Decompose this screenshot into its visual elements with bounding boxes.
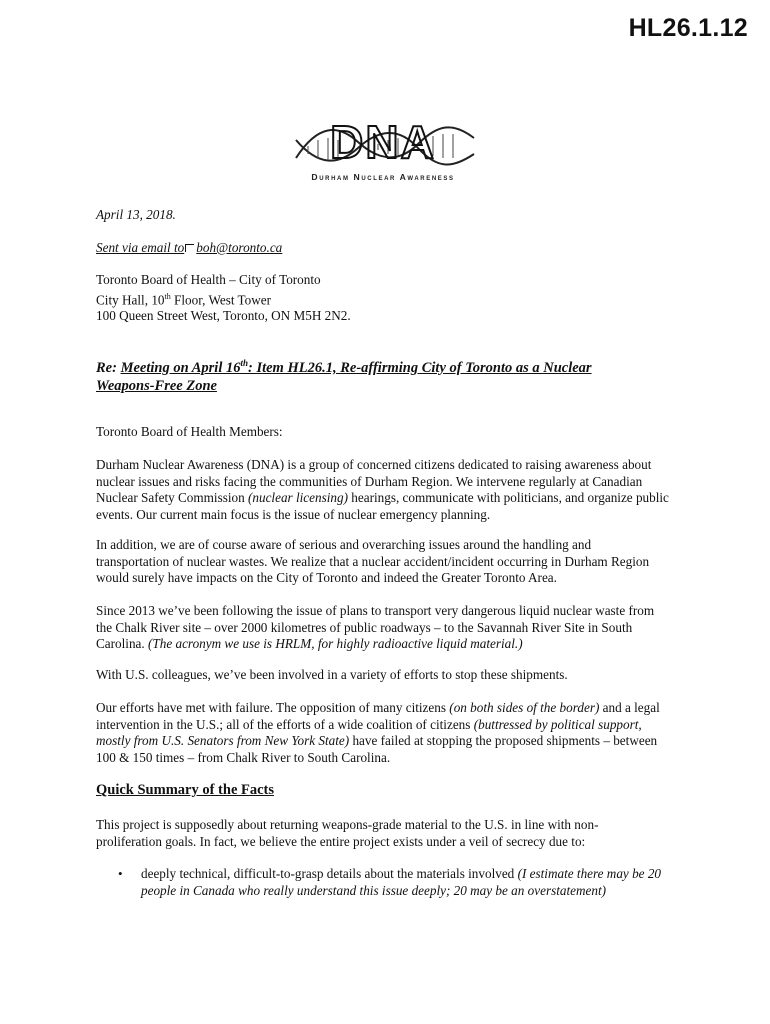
svg-text:DNA: DNA [330,116,436,168]
paragraph-4: With U.S. colleagues, we’ve been involved in a variety of efforts to stop these shipments. [96,667,568,682]
address-line2-pre: City Hall, 10 [96,291,165,307]
address-line1: Toronto Board of Health – City of Toronto [96,272,321,287]
email-link[interactable]: boh@toronto.ca [196,240,283,255]
sent-via-label: Sent via email to [96,240,185,255]
paragraph-6: This project is supposedly about returning weapons-grade material to the U.S. in line with non-proliferation goals. In fact, we believe the entire project exists under a veil of secrecy due to: [96,817,599,849]
address-line2-post: Floor, West Tower [170,291,272,307]
address-line3: 100 Queen Street West, Toronto, ON M5H 2N2. [96,308,351,324]
sent-via-line [96,240,696,257]
salutation: Toronto Board of Health Members: [96,424,283,439]
dna-logo [288,114,478,186]
document-id: HL26.1.12 [628,14,748,42]
checkbox-glyph-icon [185,244,194,252]
paragraph-2: In addition, we are of course aware of serious and overarching issues around the handling and transportation of nuclear wastes. We realize that a nuclear accident/incident occurring in Durham Region would surely have impacts on the City of Toronto and indeed the Greater Toronto Area. [96,537,650,585]
letter-date: April 13, 2018. [96,207,176,222]
subject-label: Re: [96,359,117,376]
subject-line [96,354,656,395]
paragraph-1: Durham Nuclear Awareness (DNA) is a group of concerned citizens dedicated to raising awareness about nuclear issues and risks facing the communities of Durham Region. We intervene regularly at Canadian Nuclear Safety Commission (nuclear licensing) hearings, communicate with politicians, and organize public events. Our current main focus is the issue of nuclear emergency planning. [96,457,669,522]
paragraph-3: Since 2013 we’ve been following the issue of plans to transport very dangerous liquid nuclear waste from the Chalk River site – over 2000 kilometres of public roadways – to the Savannah River Site in South Carolina. (The acronym we use is HRLM, for highly radioactive liquid material.) [96,603,655,651]
paragraph-5: Our efforts have met with failure. The opposition of many citizens (on both sides of the border) and a legal intervention in the U.S.; all of the efforts of a wide coalition of citizens (buttressed by political support, mostly from U.S. Senators from New York State) have failed at stopping the proposed shipments – between 100 & 150 times – from Chalk River to South Carolina. [96,700,660,765]
subject-text: Meeting on April 16th: Item HL26.1, Re-affirming City of Toronto as a Nuclear Weapons-Free Zone [96,358,592,394]
address-block [96,272,696,325]
dna-helix-logo-icon [288,114,478,186]
address-line2-sup: th [164,291,171,301]
section-heading: Quick Summary of the Facts [96,782,275,798]
bullet-item-1: deeply technical, difficult-to-grasp details about the materials involved (I estimate there may be 20 people in Canada who really understand this issue deeply; 20 may be an overstatement) [141,866,662,898]
svg-text:Durham Nuclear Awareness: Durham Nuclear Awareness [311,172,455,182]
bullet-icon: • [118,866,123,881]
